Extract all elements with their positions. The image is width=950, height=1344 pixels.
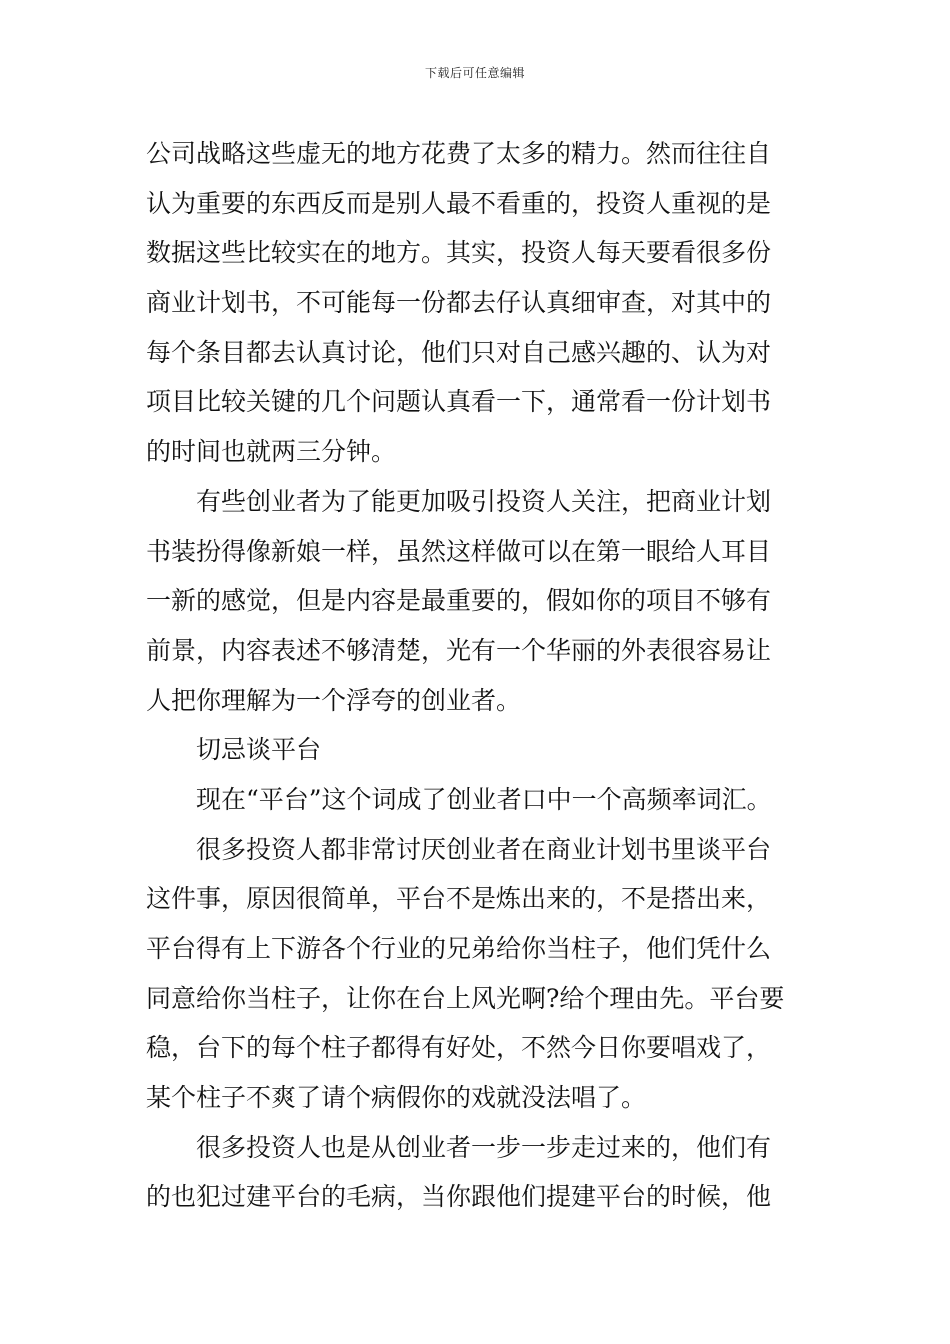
- text-line: 的时间也就两三分钟。: [146, 437, 397, 467]
- paragraph-start-line: 很多投资人也是从创业者一步一步走过来的，他们有: [196, 1132, 772, 1162]
- text-line: 公司战略这些虚无的地方花费了太多的精力。然而往往自: [146, 139, 772, 168]
- text-line: 一新的感觉，但是内容是最重要的，假如你的项目不够有: [146, 586, 772, 616]
- text-line: 商业计划书，不可能每一份都去仔认真细审查，对其中的: [146, 288, 772, 318]
- text-line: 数据这些比较实在的地方。其实，投资人每天要看很多份: [146, 238, 772, 268]
- paragraph-start-line: 现在“平台”这个词成了创业者口中一个高频率词汇。: [196, 784, 772, 814]
- text-line: 的也犯过建平台的毛病，当你跟他们提建平台的时候，他: [146, 1182, 772, 1212]
- text-line: 每个条目都去认真讨论，他们只对自己感兴趣的、认为对: [146, 337, 772, 367]
- text-line: 这件事，原因很简单，平台不是炼出来的，不是搭出来，: [146, 884, 772, 914]
- text-line: 稳，台下的每个柱子都得有好处，不然今日你要唱戏了，: [146, 1033, 772, 1063]
- page-header: 下载后可任意编辑: [424, 66, 525, 80]
- text-line: 同意给你当柱子，让你在台上风光啊?给个理由先。平台要: [146, 983, 785, 1013]
- paragraph-start-line: 很多投资人都非常讨厌创业者在商业计划书里谈平台: [196, 834, 772, 864]
- text-line: 认为重要的东西反而是别人最不看重的，投资人重视的是: [146, 188, 772, 218]
- body-text: [146, 129, 810, 1222]
- text-line: 平台得有上下游各个行业的兄弟给你当柱子，他们凭什么: [146, 934, 772, 963]
- text-line: 项目比较关键的几个问题认真看一下，通常看一份计划书: [146, 387, 772, 417]
- text-line: 某个柱子不爽了请个病假你的戏就没法唱了。: [146, 1083, 647, 1113]
- text-line: 前景，内容表述不够清楚，光有一个华丽的外表很容易让: [146, 635, 772, 665]
- text-line: 书装扮得像新娘一样，虽然这样做可以在第一眼给人耳目: [146, 536, 772, 566]
- text-line: 人把你理解为一个浮夸的创业者。: [146, 685, 522, 715]
- paragraph-start-line: 有些创业者为了能更加吸引投资人关注，把商业计划: [196, 486, 772, 516]
- section-heading: 切忌谈平台: [196, 735, 322, 765]
